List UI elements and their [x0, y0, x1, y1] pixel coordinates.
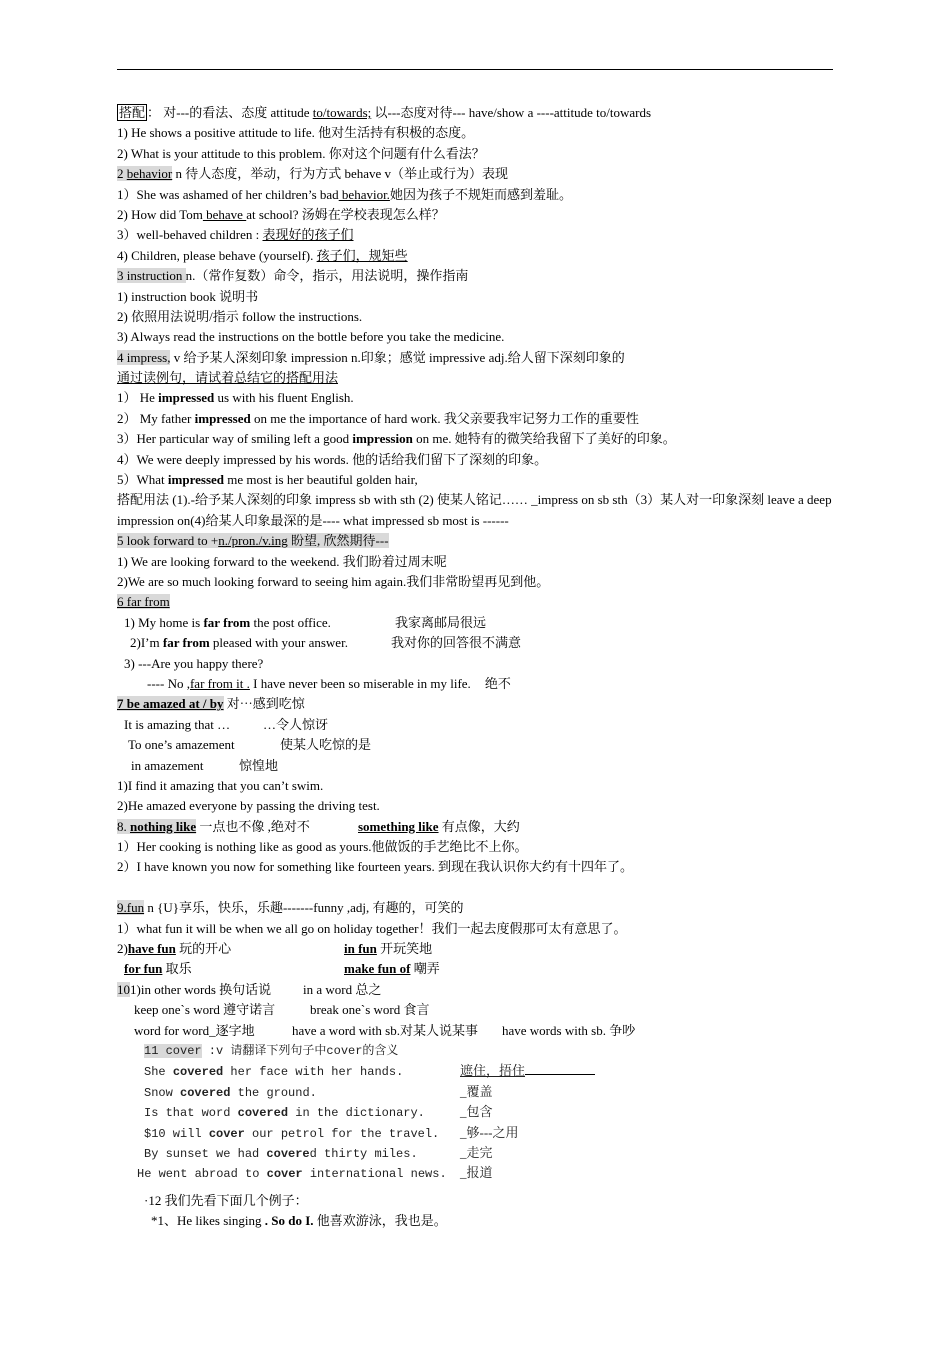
text-line	[117, 103, 837, 123]
text-line: 4）We were deeply impressed by his words. 他的话给我们留下了深刻的印象。	[117, 451, 548, 467]
section-heading	[117, 694, 837, 714]
text-span	[124, 959, 344, 979]
text-span: $10 will	[144, 1126, 209, 1141]
text-span: ： 对---的看法、态度 attitude	[147, 105, 313, 120]
text-line: 2)He amazed everyone by passing the driving test.	[117, 798, 380, 814]
text-span: behavior	[126, 166, 173, 182]
text-span: at school? 汤姆在学校表现怎么样？	[246, 206, 445, 222]
text-span: 一点也不像 ,绝对不	[196, 818, 310, 834]
text-span: 1）She was ashamed of her children’s bad	[117, 186, 339, 202]
text-span: 4 impress,	[117, 349, 171, 365]
exercise-line	[117, 1102, 837, 1122]
text-span: n.（常作复数）命令，指示，用法说明，操作指南	[185, 268, 469, 284]
text-span: By sunset we had	[144, 1146, 267, 1161]
text-span: It is amazing that …	[124, 716, 231, 732]
text-span: 嘲弄	[410, 961, 440, 977]
text-span	[124, 613, 395, 633]
text-span: pleased with your answer.	[209, 635, 348, 651]
text-span: on me. 她特有的微笑给我留下了美好的印象。	[412, 431, 676, 447]
text-line	[117, 715, 837, 735]
text-span: to/towards;	[312, 105, 372, 120]
text-paragraph: 搭配用法 (1).-给予某人深刻的印象 impress sb with sth (2) 使某人铭记…… _impress on sb sth（3）某人对一印象深刻 leave a deep impression on(4)给某人印象最深的是---- what impressed sb most is ------	[117, 492, 832, 528]
text-span	[137, 1164, 460, 1184]
text-line	[117, 756, 837, 776]
text-span: make fun of	[344, 961, 411, 977]
text-line	[117, 939, 837, 959]
text-span: Is that word	[144, 1106, 238, 1121]
text-span: our petrol for the travel.	[244, 1126, 440, 1141]
text-span: 5）What	[117, 472, 168, 488]
text-span: us with his fluent English.	[214, 390, 354, 406]
text-span: I have never been so miserable in my life.	[249, 675, 471, 691]
text-span: 绝不	[484, 675, 511, 691]
text-line	[117, 1000, 837, 1020]
text-span: 2) How did Tom	[117, 206, 203, 222]
text-span: . So do I.	[264, 1213, 314, 1229]
header-rule	[117, 69, 833, 70]
text-span: break one`s word 食言	[310, 1002, 430, 1018]
text-span: 8.	[117, 818, 130, 834]
text-line: 3) ---Are you happy there?	[124, 655, 264, 671]
text-line	[117, 225, 837, 245]
text-span: covere	[266, 1146, 310, 1161]
text-span: something like	[358, 818, 439, 834]
text-span: 她因为孩子不规矩而感到羞耻。	[389, 186, 572, 202]
text-span: impressed	[167, 472, 225, 488]
text-span: _包含	[460, 1104, 493, 1120]
text-span: 1) My home is	[124, 614, 204, 630]
text-line	[117, 1211, 837, 1231]
text-span: 2	[117, 166, 127, 182]
text-span: _报道	[460, 1165, 493, 1181]
text-line	[117, 959, 837, 979]
text-span: n {U}享乐，快乐，乐趣-------funny ,adj, 有趣的，可笑的	[144, 900, 464, 916]
text-span: To one’s amazement	[128, 737, 235, 753]
text-line	[117, 429, 837, 449]
text-span: far from it .	[189, 675, 250, 691]
section-heading	[117, 348, 837, 368]
text-span: the ground.	[230, 1085, 317, 1100]
text-line: 2）I have known you now for something like fourteen years. 到现在我认识你大约有十四年了。	[117, 859, 633, 875]
text-span: international news.	[302, 1167, 447, 1182]
text-line: 2) 依照用法说明/指示 follow the instructions.	[117, 308, 363, 324]
exercise-line	[117, 1123, 837, 1143]
text-span: 1） He	[117, 390, 159, 406]
text-span: 我对你的回答很不满意	[391, 635, 522, 651]
text-span: on me the importance of hard work. 我父亲要我牢记努力工作的重要性	[250, 410, 639, 426]
text-span: 2)	[117, 941, 128, 957]
text-span: far from	[203, 614, 251, 630]
section-heading	[117, 1041, 837, 1061]
section-heading	[117, 980, 837, 1000]
text-span: 10	[117, 981, 130, 997]
text-line	[117, 409, 837, 429]
text-line	[117, 633, 837, 653]
text-span: cover	[266, 1167, 303, 1182]
text-span: word for word_逐字地	[134, 1022, 255, 1038]
text-line: 1) We are looking forward to the weekend. 我们盼着过周末呢	[117, 553, 447, 569]
text-span	[144, 1062, 460, 1082]
text-span: impression	[352, 431, 413, 447]
text-line	[117, 205, 837, 225]
text-span: v 给予某人深刻印象 impression n.印象；感觉 impressive adj.给人留下深刻印象的	[170, 349, 625, 365]
text-span: 3 instruction	[117, 268, 186, 284]
text-line	[117, 246, 837, 266]
text-span: covered	[237, 1106, 289, 1121]
text-span: me most is her beautiful golden hair,	[224, 472, 418, 488]
text-line: 2) What is your attitude to this problem. 你对这个问题有什么看法？	[117, 145, 485, 161]
text-span: her face with her hands.	[223, 1065, 404, 1080]
section-heading	[117, 817, 837, 837]
text-span: 取乐	[162, 961, 192, 977]
text-line	[117, 735, 837, 755]
text-span: 5 look forward to +	[117, 533, 219, 549]
text-span: 使某人吃惊的是	[280, 737, 372, 753]
text-span: 惊惶地	[239, 757, 279, 773]
text-span	[117, 817, 358, 837]
text-span: 4) Children, please behave (yourself).	[117, 247, 317, 263]
text-span: 2)I’m	[130, 635, 163, 651]
exercise-line	[117, 1082, 837, 1102]
text-line: 1）Her cooking is nothing like as good as yours.他做饭的手艺绝比不上你。	[117, 839, 528, 855]
text-span: covered	[172, 1065, 224, 1080]
text-span: 对⋯感到吃惊	[223, 696, 305, 712]
label-boxed: 搭配	[119, 105, 146, 120]
text-span: n 待人态度，举动，行为方式 behave v（举止或行为）表现	[172, 166, 509, 182]
text-span: in the dictionary.	[288, 1106, 425, 1121]
text-span: 他喜欢游泳，我也是。	[313, 1213, 447, 1229]
text-span: 遮住，捂住	[460, 1063, 526, 1079]
text-span: 玩的开心	[175, 941, 232, 957]
text-span: for fun	[124, 961, 163, 977]
exercise-line	[117, 1163, 837, 1183]
text-span: ---- No ,	[147, 675, 190, 691]
section-heading	[117, 898, 837, 918]
text-line	[117, 185, 837, 205]
text-span: 7 be amazed at / by	[117, 696, 224, 712]
text-span: He went abroad to	[137, 1167, 267, 1182]
text-span: impressed	[194, 410, 251, 426]
text-span: 以---态度对待--- have/show a ----attitude to/towards	[371, 105, 652, 120]
text-span: 我家离邮局很远	[395, 614, 487, 630]
spacer	[117, 1184, 837, 1191]
text-span	[117, 939, 344, 959]
text-span: 有点像，大约	[438, 818, 520, 834]
text-span: d thirty miles.	[309, 1146, 418, 1161]
exercise-line	[117, 1061, 837, 1081]
text-line	[117, 470, 837, 490]
text-span: 6 far from	[117, 594, 170, 610]
text-span: have fun	[127, 941, 176, 957]
text-line: 3) Always read the instructions on the bottle before you take the medicine.	[117, 329, 505, 345]
text-span: have a word with sb.对某人说某事	[292, 1022, 478, 1038]
text-span: 2） My father	[117, 410, 195, 426]
section-heading	[117, 164, 837, 184]
text-span: n./pron./v.ing	[218, 533, 288, 549]
text-span: keep one`s word 遵守诺言	[134, 1002, 276, 1018]
document-body	[117, 103, 837, 1232]
text-span: in amazement	[131, 757, 204, 773]
text-span: 9.fun	[117, 900, 145, 916]
exercise-line	[117, 1143, 837, 1163]
text-span: behavior.	[338, 186, 390, 202]
text-span: She	[144, 1065, 173, 1080]
text-line: 2)We are so much looking forward to seeing him again.我们非常盼望再见到他。	[117, 574, 550, 590]
text-span: in a word 总之	[303, 981, 382, 997]
text-span: 开玩笑地	[376, 941, 433, 957]
text-line: 1）what fun it will be when we all go on holiday together！我们一起去度假那可太有意思了。	[117, 920, 627, 936]
text-span: 3）well-behaved children :	[117, 227, 263, 243]
text-span	[144, 1083, 460, 1103]
text-span: impressed	[158, 390, 215, 406]
text-line: 1) He shows a positive attitude to life. 他对生活持有积极的态度。	[117, 125, 475, 141]
text-span: covered	[180, 1085, 231, 1100]
answer-blank	[525, 1064, 595, 1075]
text-span: _够---之用	[460, 1124, 519, 1140]
text-span: _走完	[460, 1144, 493, 1160]
text-span: _覆盖	[460, 1083, 493, 1099]
text-line: 1) instruction book 说明书	[117, 288, 259, 304]
text-span	[144, 1144, 460, 1164]
text-line	[117, 388, 837, 408]
section-heading	[117, 266, 837, 286]
text-span: behave	[202, 206, 247, 222]
text-span: Snow	[144, 1085, 181, 1100]
section-heading	[117, 592, 837, 612]
text-span: have words with sb. 争吵	[502, 1022, 636, 1038]
text-span: far from	[162, 635, 210, 651]
text-span: 1)in other words 换句话说	[130, 981, 272, 997]
text-span	[144, 1124, 460, 1144]
text-line	[117, 674, 837, 694]
text-line: 1)I find it amazing that you can’t swim.	[117, 777, 324, 793]
text-span: 孩子们，规矩些	[316, 247, 408, 263]
text-line: 通过读例句，请试着总结它的搭配用法	[117, 370, 339, 386]
text-span: *1、He likes singing	[151, 1213, 265, 1229]
text-line	[117, 1021, 837, 1041]
text-span: in fun	[344, 941, 377, 957]
text-span: cover	[208, 1126, 245, 1141]
text-line	[117, 613, 837, 633]
text-span: nothing like	[130, 818, 197, 834]
text-span: 3）Her particular way of smiling left a good	[117, 431, 353, 447]
text-span: 11 cover	[144, 1044, 202, 1058]
text-span: the post office.	[250, 614, 331, 630]
text-span	[144, 1103, 460, 1123]
blank-line	[117, 878, 837, 898]
section-heading	[117, 531, 837, 551]
text-span: …令人惊讶	[263, 716, 329, 732]
text-span: 盼望, 欣然期待---	[287, 533, 389, 549]
text-span	[130, 633, 391, 653]
text-line: ·12 我们先看下面几个例子：	[144, 1192, 308, 1208]
text-span: :v 请翻译下列句子中cover的含义	[201, 1044, 399, 1058]
text-span: 表现好的孩子们	[262, 227, 354, 243]
